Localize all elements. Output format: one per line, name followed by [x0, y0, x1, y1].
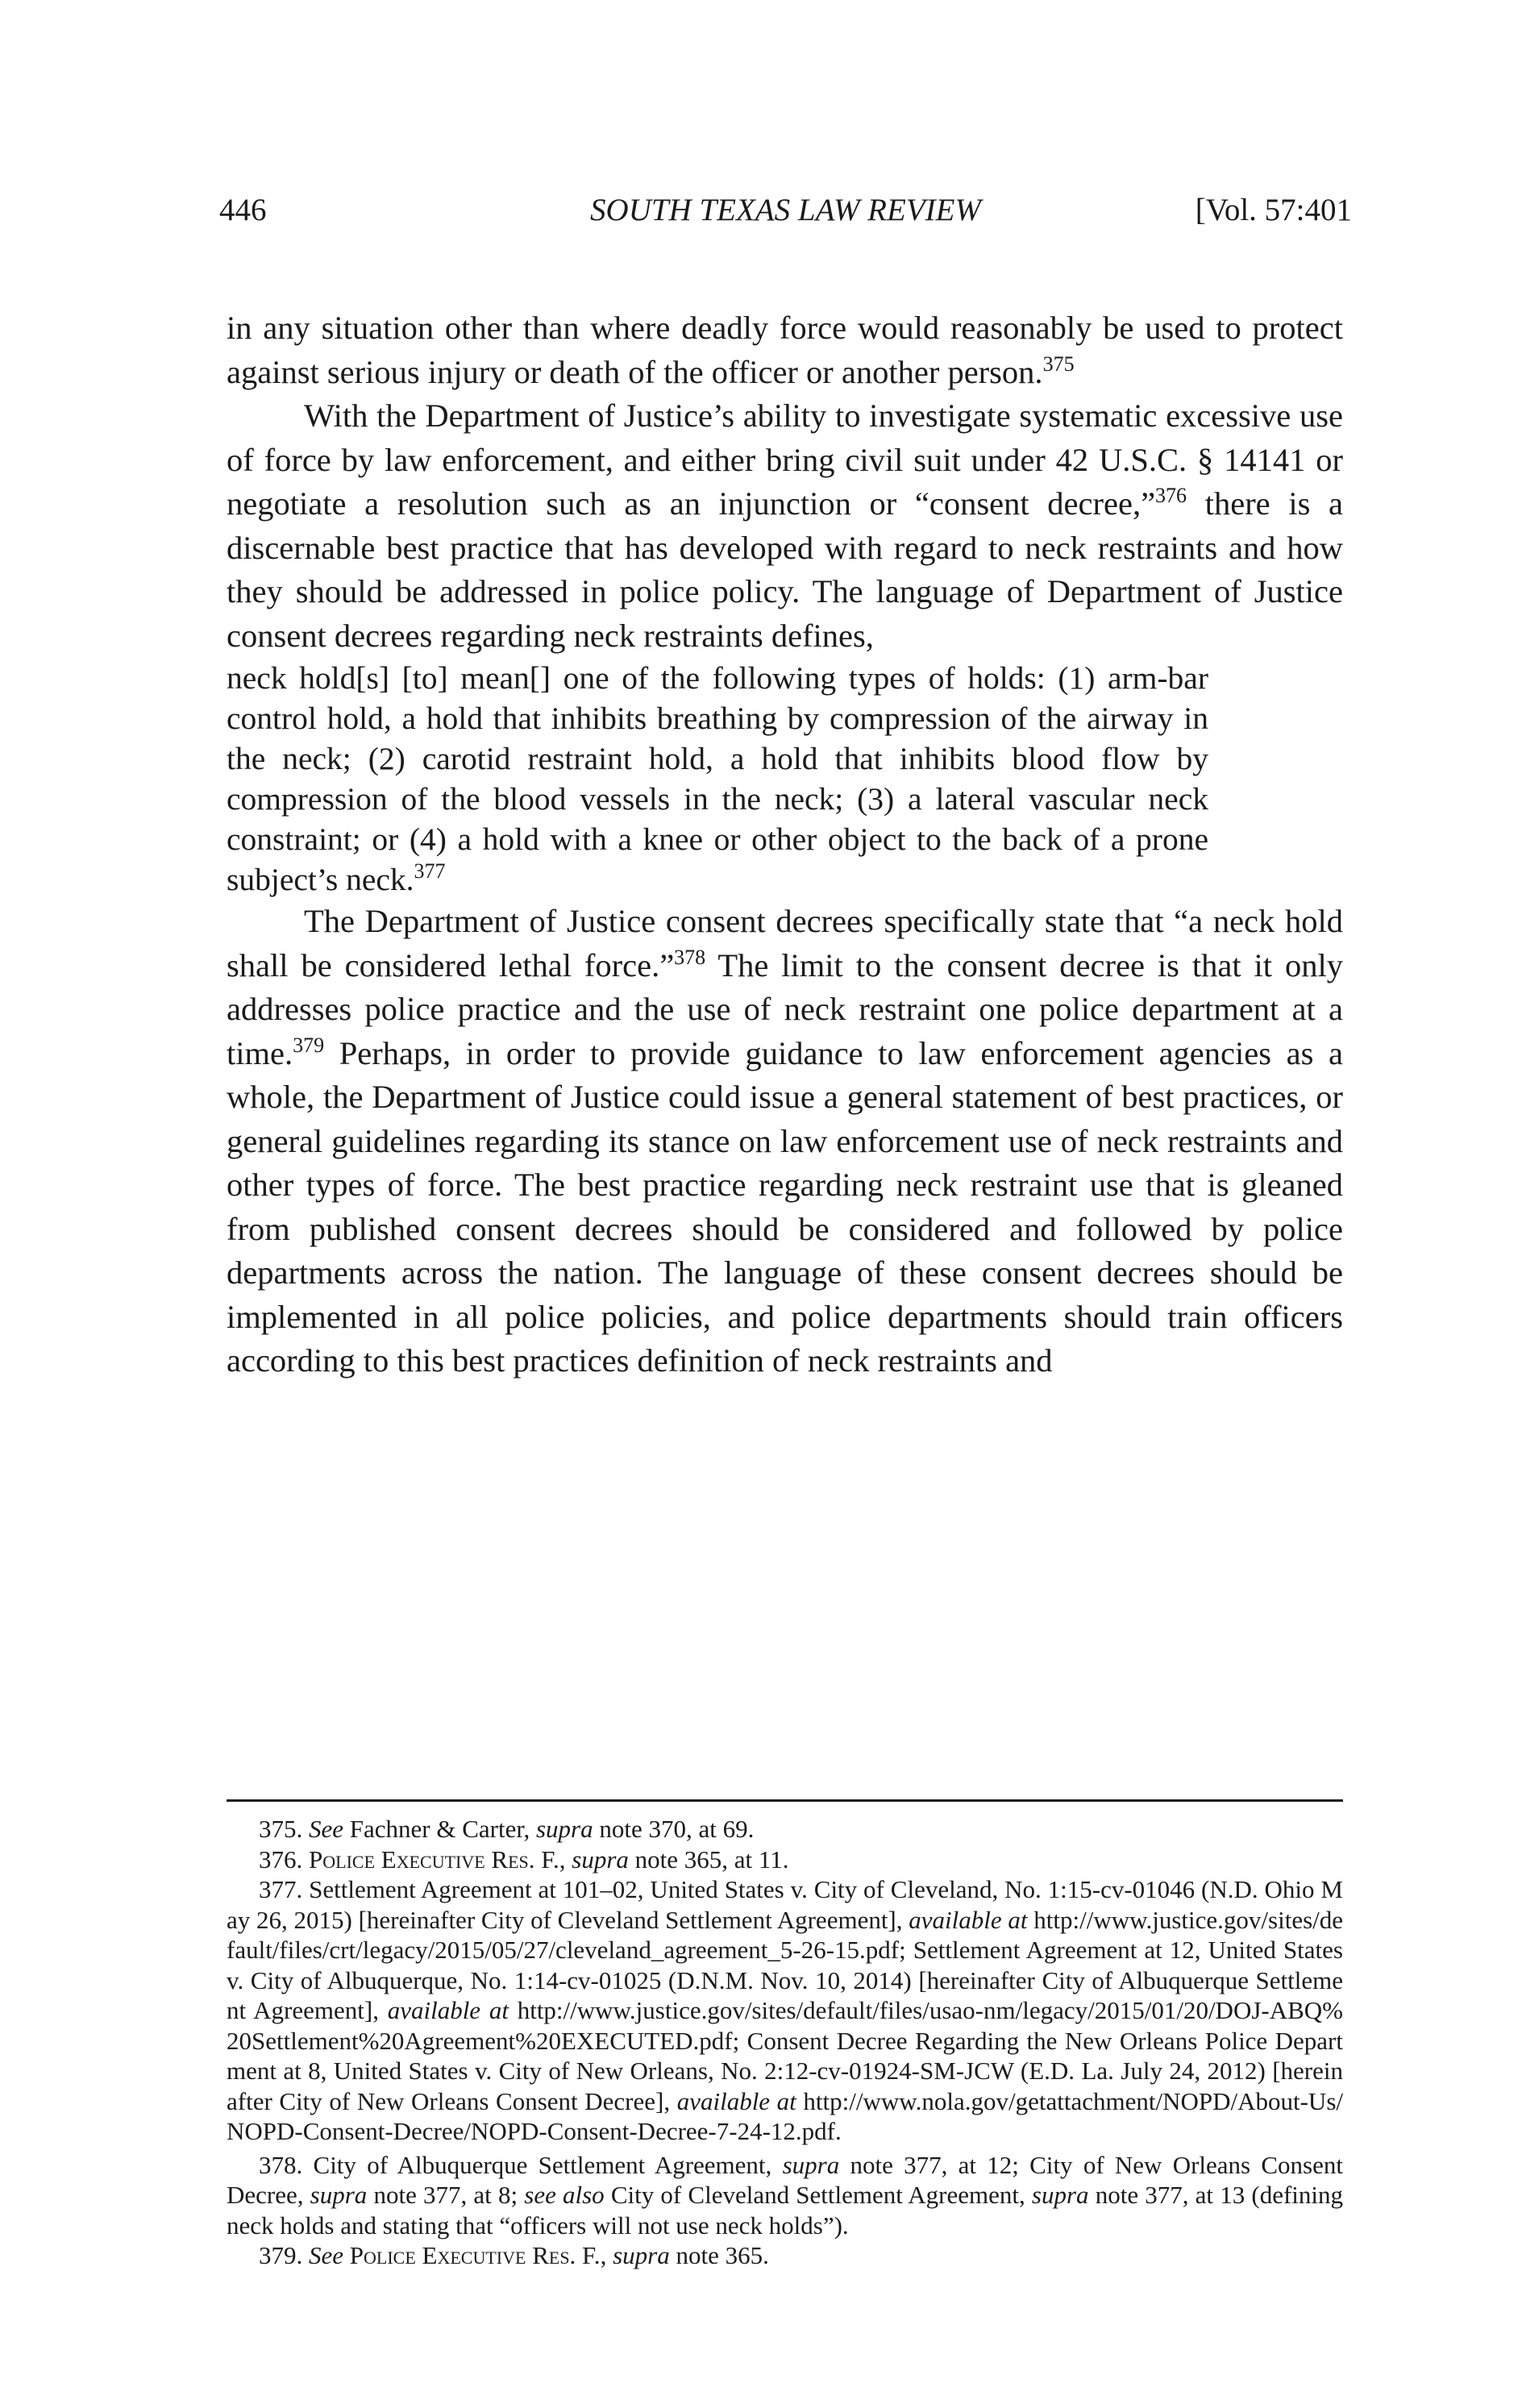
citation-url[interactable]: http://www.justice.gov/sites/default/files/usao-nm/legacy/2015/01/20/DOJ-ABQ%20Settlement%20Agreement%20EXECUTED.pdf	[227, 1996, 1343, 2055]
footnote-ref: 375	[1042, 351, 1075, 376]
main-text	[227, 306, 1343, 1383]
paragraph-continued	[227, 306, 1343, 394]
footnote-379: 379. See Police Executive Res. F., supra note 365.	[259, 2241, 769, 2269]
footnote-378: 378. City of Albuquerque Settlement Agreement, supra note 377, at 12; City of New Orleans Consent Decree, supra note 377, at 8; see also City of Cleveland Settlement Agreement, supra note 377, at 13 (defining neck holds and stating that “officers will not use neck holds”).	[227, 2150, 1344, 2240]
page-number: 446	[219, 193, 267, 227]
footnotes	[227, 1814, 1343, 2271]
running-header	[219, 192, 1352, 240]
journal-title: SOUTH TEXAS LAW REVIEW	[590, 193, 981, 227]
footnote-ref: 377	[414, 859, 446, 883]
paragraph-text: The limit to the consent decree is that it only addresses police practice and the use of neck restraint one police department at a time.	[227, 946, 1343, 1071]
paragraph	[227, 900, 1343, 1383]
paragraph-text: The Department of Justice consent decrees specifically state that “a neck hold shall be considered lethal force.”	[227, 903, 1343, 984]
footnote-ref: 376	[1155, 484, 1187, 507]
paragraph-text: there is a discernable best practice that has developed with regard to neck restraints and how they should be addressed in police policy. The language of Department of Justice consent decrees regarding neck restraints defines,	[227, 485, 1343, 654]
paragraph-text: Perhaps, in order to provide guidance to law enforcement agencies as a whole, the Department of Justice could issue a general statement of best practices, or general guidelines regarding its stance on law enforcement use of neck restraints and other types of force. The best practice regarding neck restraint use that is gleaned from published consent decrees should be considered and followed by police departments across the nation. The language of these consent decrees should be implemented in all police policies, and police departments should train officers according to this best practices definition of neck restraints and	[227, 1034, 1343, 1379]
quote-text: neck hold[s] [to] mean[] one of the following types of holds: (1) arm-bar control hold, a hold that inhibits breathing by compression of the airway in the neck; (2) carotid restraint hold, a hold that inhibits blood flow by compression of the blood vessels in the neck; (3) a lateral vascular neck constraint; or (4) a hold with a knee or other object to the back of a prone subject’s neck.	[227, 660, 1208, 897]
paragraph-text: With the Department of Justice’s ability to investigate systematic excessive use of force by law enforcement, and either bring civil suit under 42 U.S.C. § 14141 or negotiate a resolution such as an injunction or “consent decree,”	[227, 397, 1343, 522]
footnote-divider	[227, 1799, 1343, 1802]
paragraph-text: in any situation other than where deadly force would reasonably be used to protect against serious injury or death of the officer or another person.	[227, 310, 1343, 390]
footnote-ref: 378	[674, 945, 706, 969]
footnote-375: 375. See Fachner & Carter, supra note 370, at 69.	[259, 1815, 755, 1843]
citation-url[interactable]: http://www.justice.gov/sites/default/files/crt/legacy/2015/05/27/cleveland_agreement_5-26-15.pdf	[227, 1905, 1344, 1964]
paragraph	[227, 394, 1343, 658]
citation-url[interactable]: http://www.nola.gov/getattachment/NOPD/About-Us/NOPD-Consent-Decree/NOPD-Consent-Decree-7-24-12.pdf	[227, 2086, 1343, 2145]
block-quote	[227, 658, 1208, 900]
volume-citation: [Vol. 57:401	[1195, 193, 1352, 227]
footnote-376: 376. Police Executive Res. F., supra note 365, at 11.	[259, 1844, 789, 1874]
footnote-377: 377. Settlement Agreement at 101–02, United States v. City of Cleveland, No. 1:15-cv-01046 (N.D. Ohio May 26, 2015) [hereinafter City of Cleveland Settlement Agreement], available at http://www.justice.gov/sites/default/files/crt/legacy/2015/05/27/cleveland_agreement_5-26-15.pdf; Settlement Agreement at 12, United States v. City of Albuquerque, No. 1:14-cv-01025 (D.N.M. Nov. 10, 2014) [hereinafter City of Albuquerque Settlement Agreement], available at http://www.justice.gov/sites/default/files/usao-nm/legacy/2015/01/20/DOJ-ABQ%20Settlement%20Agreement%20EXECUTED.pdf; Consent Decree Regarding the New Orleans Police Department at 8, United States v. City of New Orleans, No. 2:12-cv-01924-SM-JCW (E.D. La. July 24, 2012) [hereinafter City of New Orleans Consent Decree], available at http://www.nola.gov/getattachment/NOPD/About-Us/NOPD-Consent-Decree/NOPD-Consent-Decree-7-24-12.pdf.	[227, 1875, 1344, 2145]
footnote-ref: 379	[293, 1033, 325, 1057]
